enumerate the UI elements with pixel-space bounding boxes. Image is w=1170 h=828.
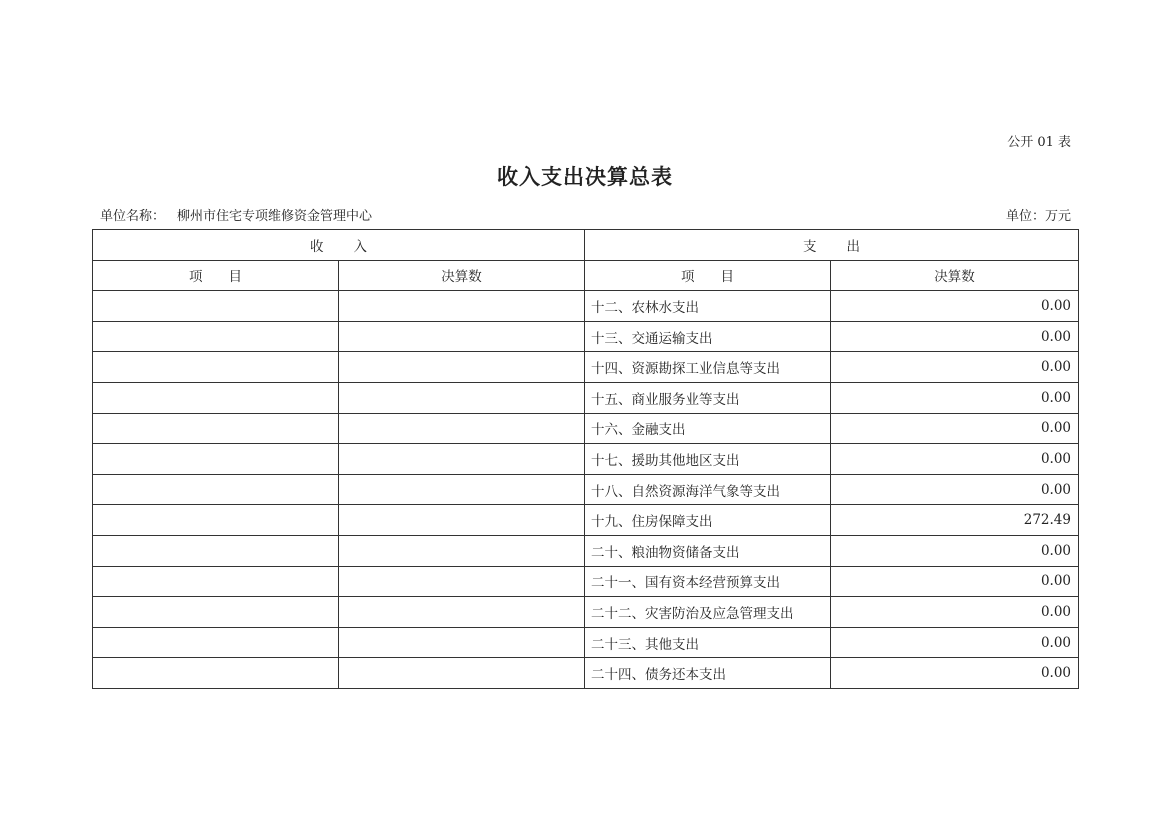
- section-header-row: [93, 230, 1079, 261]
- budget-table: [92, 229, 1079, 689]
- income-item-header: 项目: [93, 260, 339, 291]
- expense-item-cell: 二十三、其他支出: [585, 627, 831, 658]
- income-item-cell: [93, 627, 339, 658]
- expense-amount-header: 决算数: [831, 260, 1079, 291]
- income-amount-cell: [339, 658, 585, 689]
- income-item-cell: [93, 566, 339, 597]
- expense-amount-cell: 0.00: [831, 291, 1079, 322]
- expense-item-cell: 十四、资源勘探工业信息等支出: [585, 352, 831, 383]
- income-item-cell: [93, 505, 339, 536]
- page-title: 收入支出决算总表: [497, 164, 673, 189]
- expense-amount-cell: 0.00: [831, 535, 1079, 566]
- expense-item-cell: 十三、交通运输支出: [585, 321, 831, 352]
- table-row: [93, 444, 1079, 475]
- unit-label: 单位：万元: [1005, 209, 1071, 224]
- expense-amount-cell: 0.00: [831, 566, 1079, 597]
- expense-header: 支出: [585, 230, 1079, 261]
- income-amount-cell: [339, 444, 585, 475]
- table-row: [93, 566, 1079, 597]
- income-header: 收入: [93, 230, 585, 261]
- expense-amount-cell: 272.49: [831, 505, 1079, 536]
- table-row: [93, 627, 1079, 658]
- income-amount-cell: [339, 535, 585, 566]
- income-item-cell: [93, 413, 339, 444]
- income-item-cell: [93, 382, 339, 413]
- form-code: 公开 01 表: [1007, 135, 1071, 150]
- income-item-cell: [93, 658, 339, 689]
- table-row: [93, 535, 1079, 566]
- table-row: [93, 382, 1079, 413]
- income-item-cell: [93, 474, 339, 505]
- income-item-cell: [93, 321, 339, 352]
- income-amount-cell: [339, 321, 585, 352]
- table-row: [93, 474, 1079, 505]
- org-info: [100, 205, 372, 224]
- income-amount-cell: [339, 474, 585, 505]
- table-row: [93, 321, 1079, 352]
- table-body: [93, 291, 1079, 689]
- table-row: [93, 658, 1079, 689]
- expense-item-cell: 十七、援助其他地区支出: [585, 444, 831, 475]
- expense-amount-cell: 0.00: [831, 444, 1079, 475]
- expense-amount-cell: 0.00: [831, 352, 1079, 383]
- income-amount-cell: [339, 291, 585, 322]
- income-amount-cell: [339, 382, 585, 413]
- expense-item-header: 项目: [585, 260, 831, 291]
- expense-amount-cell: 0.00: [831, 627, 1079, 658]
- table-row: [93, 291, 1079, 322]
- income-amount-header: 决算数: [339, 260, 585, 291]
- table-row: [93, 505, 1079, 536]
- income-amount-cell: [339, 597, 585, 628]
- expense-item-cell: 十二、农林水支出: [585, 291, 831, 322]
- income-item-cell: [93, 352, 339, 383]
- income-amount-cell: [339, 505, 585, 536]
- expense-item-cell: 二十一、国有资本经营预算支出: [585, 566, 831, 597]
- expense-amount-cell: 0.00: [831, 321, 1079, 352]
- income-item-cell: [93, 291, 339, 322]
- income-amount-cell: [339, 352, 585, 383]
- income-item-cell: [93, 535, 339, 566]
- expense-amount-cell: 0.00: [831, 658, 1079, 689]
- income-amount-cell: [339, 627, 585, 658]
- income-item-cell: [93, 444, 339, 475]
- table-row: [93, 413, 1079, 444]
- expense-amount-cell: 0.00: [831, 413, 1079, 444]
- income-amount-cell: [339, 413, 585, 444]
- column-header-row: [93, 260, 1079, 291]
- expense-item-cell: 十九、住房保障支出: [585, 505, 831, 536]
- expense-item-cell: 十五、商业服务业等支出: [585, 382, 831, 413]
- expense-amount-cell: 0.00: [831, 382, 1079, 413]
- expense-item-cell: 十六、金融支出: [585, 413, 831, 444]
- org-name: 柳州市住宅专项维修资金管理中心: [177, 209, 373, 224]
- table-row: [93, 352, 1079, 383]
- expense-item-cell: 二十四、债务还本支出: [585, 658, 831, 689]
- expense-item-cell: 十八、自然资源海洋气象等支出: [585, 474, 831, 505]
- table-row: [93, 597, 1079, 628]
- expense-amount-cell: 0.00: [831, 597, 1079, 628]
- expense-item-cell: 二十、粮油物资储备支出: [585, 535, 831, 566]
- expense-amount-cell: 0.00: [831, 474, 1079, 505]
- income-amount-cell: [339, 566, 585, 597]
- org-label: 单位名称：: [100, 209, 166, 224]
- expense-item-cell: 二十二、灾害防治及应急管理支出: [585, 597, 831, 628]
- income-item-cell: [93, 597, 339, 628]
